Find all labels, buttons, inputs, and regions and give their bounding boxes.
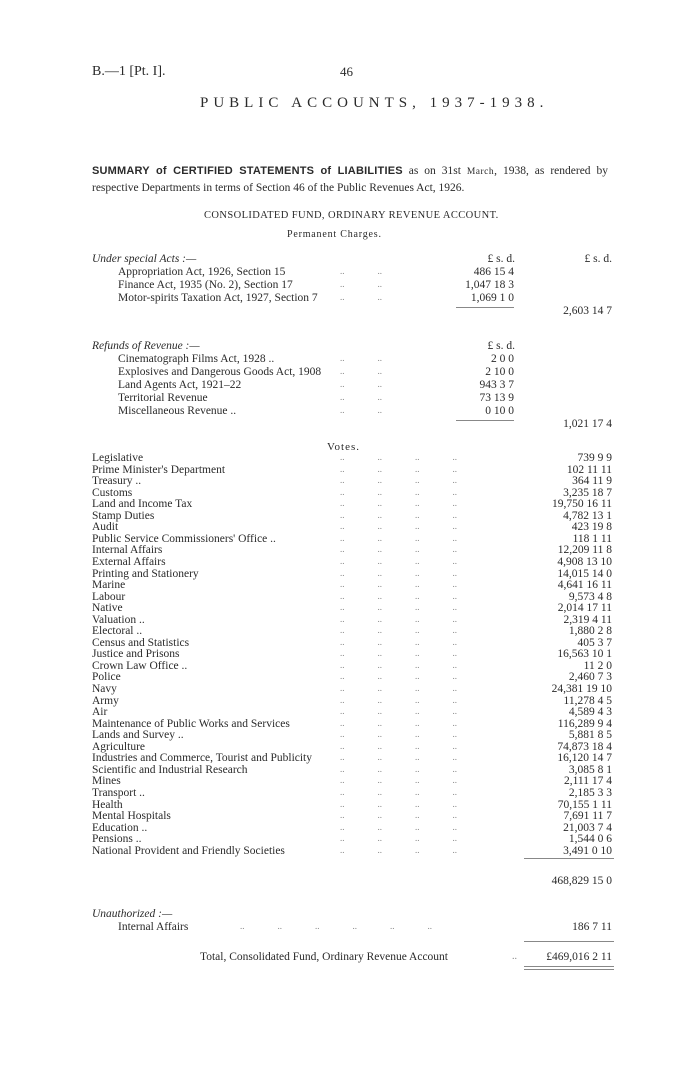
unauthorized-name: Internal Affairs: [118, 921, 189, 933]
double-rule-top: [524, 966, 614, 967]
summary-text-2: , 1938, as rendered by respective Departments in terms of Section 46 of the Public Revenues Act, 1926.: [92, 165, 608, 194]
total-rule: [524, 941, 614, 942]
unauthorized-amount: 186 7 11: [572, 921, 612, 933]
vote-amount: 16,563 10 1: [557, 648, 612, 661]
vote-name: Electoral ..: [92, 625, 143, 638]
vote-amount: 2,319 4 11: [563, 613, 612, 626]
leader-dots: .. .. .. ..: [340, 636, 457, 647]
vote-amount: 405 3 7: [577, 636, 612, 649]
vote-name: National Provident and Friendly Societies: [92, 844, 285, 857]
refund-amount: 2 0 0: [491, 353, 514, 365]
vote-name: External Affairs: [92, 555, 166, 568]
vote-amount: 118 1 11: [572, 532, 612, 545]
vote-amount: 5,881 8 5: [568, 729, 612, 742]
vote-name: Education ..: [92, 821, 148, 834]
leader-dots: .. .. .. ..: [340, 821, 457, 832]
refund-name: Miscellaneous Revenue ..: [118, 405, 237, 417]
vote-name: Marine: [92, 579, 126, 592]
vote-amount: 2,014 17 11: [557, 602, 612, 615]
vote-name: Prime Minister's Department: [92, 463, 226, 476]
vote-amount: 102 11 11: [566, 463, 612, 476]
special-act-amount: 486 15 4: [473, 266, 514, 278]
col-head-2: £ s. d.: [584, 253, 612, 265]
vote-amount: 2,111 17 4: [563, 775, 612, 788]
special-act-amount: 1,047 18 3: [465, 279, 514, 291]
vote-amount: 14,015 14 0: [557, 567, 612, 580]
refund-name: Explosives and Dangerous Goods Act, 1908: [118, 366, 322, 378]
vote-amount: 4,641 16 11: [557, 579, 612, 592]
vote-name: Health: [92, 798, 123, 811]
leader-dots: .. .. .. ..: [340, 833, 457, 844]
leader-dots: .. .. .. ..: [340, 475, 457, 486]
leader-dots: .. .. .. ..: [340, 648, 457, 659]
vote-amount: 3,235 18 7: [563, 486, 612, 499]
leader-dots: .. .. .. ..: [340, 521, 457, 532]
vote-name: Justice and Prisons: [92, 648, 180, 661]
vote-name: Pensions ..: [92, 833, 142, 846]
leader-dots: .. .. .. ..: [340, 786, 457, 797]
double-rule-bottom: [524, 969, 614, 970]
leader-dots: .. .. .. ..: [340, 555, 457, 566]
vote-name: Public Service Commissioners' Office ..: [92, 532, 276, 545]
vote-name: Land and Income Tax: [92, 498, 193, 511]
leader-dots: .. .. .. ..: [340, 659, 457, 670]
leader-dots: .. .. .. ..: [340, 683, 457, 693]
refunds-col-head: £ s. d.: [487, 340, 515, 352]
vote-name: Customs: [92, 486, 133, 499]
leader-dots: .. ..: [340, 392, 382, 402]
vote-amount: 423 19 8: [571, 521, 612, 534]
leader-dots: .. ..: [340, 292, 382, 302]
leader-dots: .. .. .. ..: [340, 544, 457, 555]
vote-name: Mental Hospitals: [92, 810, 171, 823]
vote-name: Police: [92, 671, 121, 684]
vote-amount: 2,185 3 3: [568, 786, 612, 799]
refund-name: Cinematograph Films Act, 1928 ..: [118, 353, 275, 365]
vote-amount: 1,880 2 8: [568, 625, 612, 638]
leader-dots: .. .. .. ..: [340, 729, 457, 740]
vote-amount: 11 2 0: [583, 659, 612, 672]
special-act-name: Appropriation Act, 1926, Section 15: [118, 266, 286, 278]
vote-amount: 16,120 14 7: [557, 752, 612, 765]
vote-amount: 4,782 13 1: [563, 509, 612, 522]
refund-amount: 0 10 0: [485, 405, 514, 417]
leader-dots: .. .. .. ..: [340, 717, 457, 728]
leader-dots: .. .. .. ..: [340, 671, 457, 682]
refund-amount: 2 10 0: [485, 366, 514, 378]
vote-name: Maintenance of Public Works and Services: [92, 717, 290, 730]
leader-dots: .. .. .. ..: [340, 613, 457, 624]
vote-amount: 4,589 4 3: [568, 706, 612, 719]
leader-dots: .. .. .. ..: [340, 590, 457, 601]
leader-dots: .. ..: [340, 279, 382, 289]
vote-name: Native: [92, 602, 123, 615]
vote-name: Army: [92, 694, 119, 707]
vote-amount: 74,873 18 4: [557, 740, 612, 753]
vote-amount: 1,544 0 6: [568, 833, 612, 846]
leader-dots: .. .. .. ..: [340, 810, 457, 821]
leader-dots: .. .. .. ..: [340, 752, 457, 763]
leader-dots: .. ..: [340, 266, 382, 276]
votes-subtotal: 468,829 15 0: [551, 875, 612, 887]
subtotal-rule: [456, 420, 514, 421]
leader-dots: .. .. .. ..: [340, 844, 457, 855]
unauthorized-label: Unauthorized :—: [92, 908, 173, 920]
refunds-total: 1,021 17 4: [563, 418, 612, 430]
vote-name: Crown Law Office ..: [92, 659, 188, 672]
page-title: PUBLIC ACCOUNTS, 1937-1938.: [200, 95, 549, 111]
vote-amount: 116,289 9 4: [557, 717, 612, 730]
grand-total-label: Total, Consolidated Fund, Ordinary Revenue Account: [200, 951, 448, 963]
special-act-name: Finance Act, 1935 (No. 2), Section 17: [118, 279, 293, 291]
special-act-amount: 1,069 1 0: [470, 292, 514, 304]
leader-dots: .. .. .. ..: [340, 498, 457, 509]
vote-amount: 4,908 13 10: [557, 555, 612, 568]
leader-dots: .. .. .. ..: [340, 509, 457, 520]
vote-amount: 364 11 9: [572, 475, 612, 488]
vote-amount: 739 9 9: [577, 452, 612, 464]
vote-amount: 2,460 7 3: [568, 671, 612, 684]
vote-name: Stamp Duties: [92, 509, 155, 522]
leader-dots: .. .. .. ..: [340, 463, 457, 474]
special-acts-label: Under special Acts :—: [92, 253, 197, 265]
refund-amount: 943 3 7: [479, 379, 514, 391]
vote-name: Legislative: [92, 452, 144, 464]
vote-name: Transport ..: [92, 786, 145, 799]
subtotal-rule: [456, 307, 514, 308]
leader-dots: .. .. .. ..: [340, 775, 457, 786]
vote-amount: 3,491 0 10: [563, 844, 612, 857]
vote-amount: 12,209 11 8: [557, 544, 612, 557]
refund-name: Land Agents Act, 1921–22: [118, 379, 242, 391]
vote-amount: 24,381 19 10: [551, 683, 612, 695]
leader-dots: .. .. .. ..: [340, 625, 457, 636]
col-head-1: £ s. d.: [487, 253, 515, 265]
leader-dots: .. .. .. ..: [340, 452, 457, 462]
leader-dots: .. .. .. ..: [340, 694, 457, 705]
vote-amount: 11,278 4 5: [563, 694, 612, 707]
leader-dots: .. .. .. ..: [340, 763, 457, 774]
votes-rule: [524, 858, 614, 859]
refunds-label: Refunds of Revenue :—: [92, 340, 200, 352]
permanent-charges-heading: Permanent Charges.: [287, 229, 382, 240]
special-act-name: Motor-spirits Taxation Act, 1927, Section 7: [118, 292, 318, 304]
votes-heading: Votes.: [327, 441, 360, 453]
vote-name: Internal Affairs: [92, 544, 163, 557]
leader-dots: .. .. .. ..: [340, 532, 457, 543]
vote-name: Scientific and Industrial Research: [92, 763, 248, 776]
vote-name: Air: [92, 706, 108, 719]
leader-dots: .. ..: [340, 379, 382, 389]
vote-name: Audit: [92, 521, 119, 534]
page-number: 46: [340, 64, 353, 79]
vote-name: Lands and Survey ..: [92, 729, 184, 742]
fund-subheading: CONSOLIDATED FUND, ORDINARY REVENUE ACCOUNT.: [204, 210, 499, 221]
leader-dots: .. .. .. ..: [340, 706, 457, 717]
leader-dots: .. .. .. ..: [340, 567, 457, 578]
vote-amount: 19,750 16 11: [552, 498, 612, 511]
vote-name: Valuation ..: [92, 613, 145, 626]
vote-amount: 3,085 8 1: [568, 763, 612, 776]
summary-march: March: [466, 167, 495, 177]
vote-amount: 7,691 11 7: [563, 810, 612, 823]
leader-dots: .. .. .. ..: [340, 579, 457, 590]
leader-dots: .. .. .. ..: [340, 798, 457, 809]
leader-dots: .. .. .. ..: [340, 602, 457, 613]
summary-bold: SUMMARY of CERTIFIED STATEMENTS of LIABILITIES: [92, 165, 403, 177]
vote-name: Agriculture: [92, 740, 146, 753]
vote-name: Mines: [92, 775, 121, 788]
grand-total-amount: £469,016 2 11: [546, 951, 612, 963]
vote-amount: 9,573 4 8: [568, 590, 612, 603]
leader-dots: .. .. .. .. .. ..: [240, 921, 432, 931]
refund-amount: 73 13 9: [479, 392, 514, 404]
vote-name: Labour: [92, 590, 126, 603]
leader-dots: .. .. .. ..: [340, 740, 457, 751]
vote-name: Treasury ..: [92, 475, 142, 488]
special-acts-total: 2,603 14 7: [563, 305, 612, 317]
leader-dots: .. ..: [340, 405, 382, 415]
vote-name: Census and Statistics: [92, 636, 190, 649]
section-ref: B.—1 [Pt. I].: [92, 64, 166, 79]
vote-amount: 21,003 7 4: [563, 821, 612, 834]
refund-name: Territorial Revenue: [118, 392, 208, 404]
vote-name: Printing and Stationery: [92, 567, 199, 580]
grand-total-dots: ..: [512, 951, 517, 962]
vote-name: Industries and Commerce, Tourist and Publicity: [92, 752, 313, 765]
leader-dots: .. ..: [340, 353, 382, 363]
vote-name: Navy: [92, 683, 117, 695]
summary-heading: [92, 163, 608, 196]
leader-dots: .. .. .. ..: [340, 486, 457, 497]
vote-amount: 70,155 1 11: [557, 798, 612, 811]
leader-dots: .. ..: [340, 366, 382, 376]
summary-text-1: as on 31st: [408, 165, 461, 177]
